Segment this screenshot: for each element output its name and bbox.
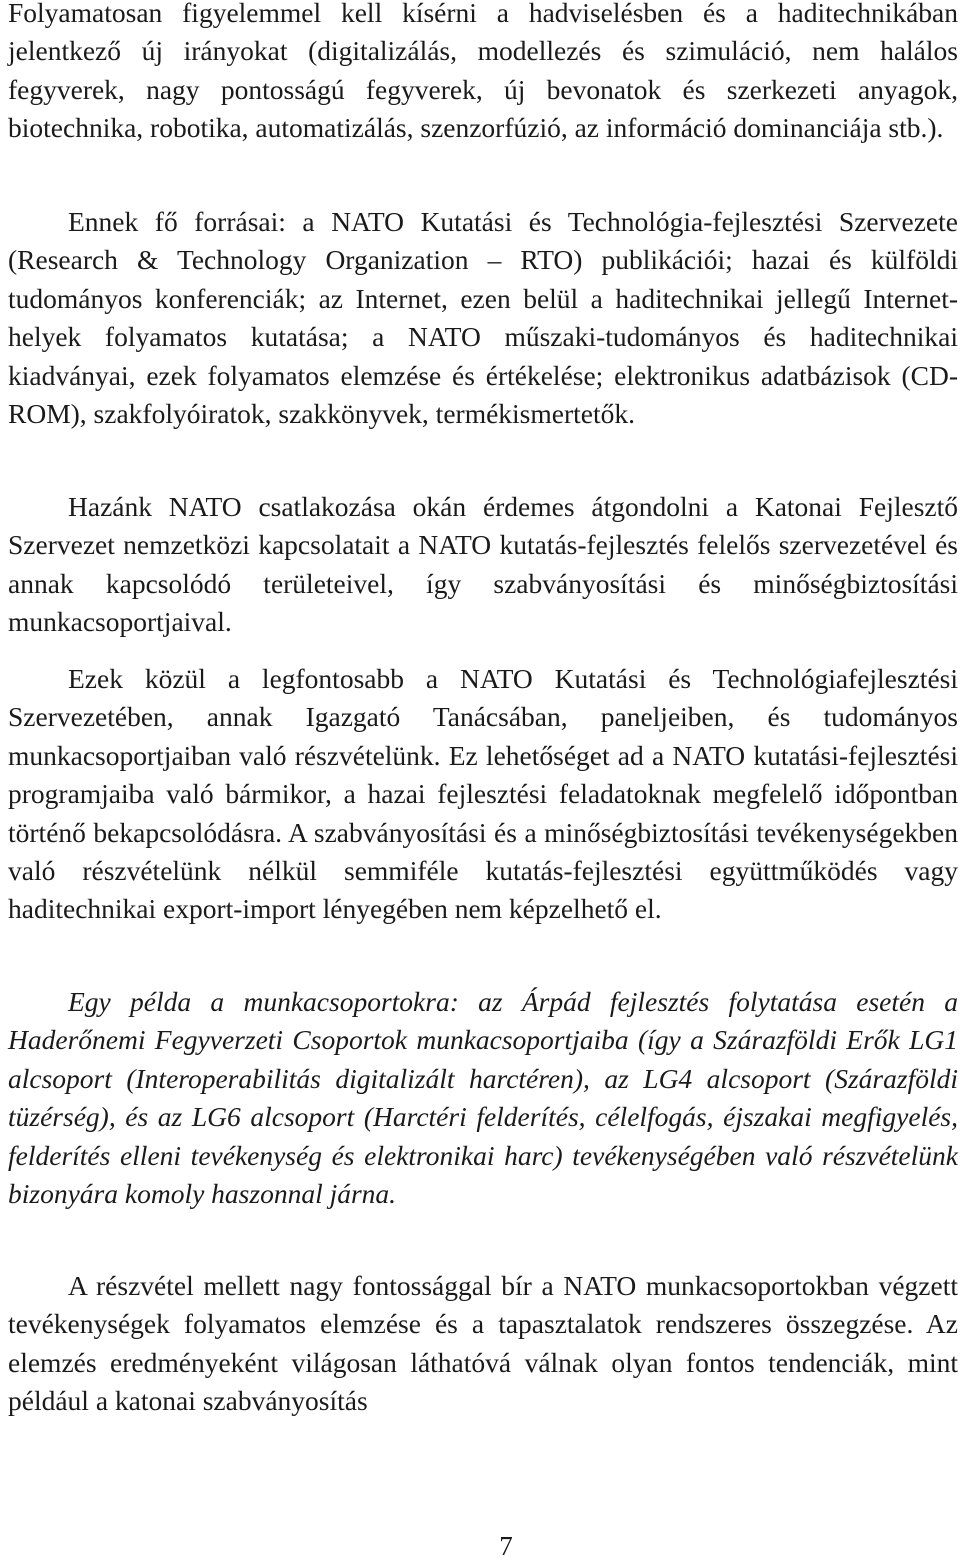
paragraph-working-group-example: Egy példa a munkacsoportokra: az Árpád fejlesztés folytatása esetén a Haderőnemi Fegyverzeti Csoportok munkacsoportjaiba (így a Szárazföldi Erők LG1 alcsoport (Interoperabilitás digitalizált harctéren), az LG4 alcsoport (Szárazföldi tüzérség), és az LG6 alcsoport (Harctéri felderítés, célelfogás, éjszakai megfigyelés, felderítés elleni tevékenység és elektronikai harc) tevékenységében való részvételünk bizonyára komoly haszonnal járna.: [8, 986, 958, 1210]
paragraph-rto-participation: Ezek közül a legfontosabb a NATO Kutatási és Technológiafejlesztési Szervezetében, annak Igazgató Tanácsában, paneljeiben, és tudományos munkacsoportjaiban való részvételünk. Ez lehetőséget ad a NATO kutatási-fejlesztési programjaiba való bármikor, a hazai fejlesztési feladatoknak megfelelő időpontban történő bekapcsolódásra. A szabványosítási és a minőségbiztosítási tevékenységekben való részvételünk nélkül semmiféle kutatás-fejlesztési együttműködés vagy haditechnikai export-import lényegében nem képzelhető el.: [8, 663, 958, 925]
paragraph-nato-accession: Hazánk NATO csatlakozása okán érdemes átgondolni a Katonai Fejlesztő Szervezet nemzetközi kapcsolatait a NATO kutatás-fejlesztés felelős szervezetével és annak kapcsolódó területeivel, így szabványosítási és minőségbiztosítási munkacsoportjaival.: [8, 491, 958, 638]
paragraph-new-directions: Folyamatosan figyelemmel kell kísérni a hadviselésben és a haditechnikában jelentkező új irányokat (digitalizálás, modellezés és szimuláció, nem halálos fegyverek, nagy pontosságú fegyverek, új bevonatok és szerkezeti anyagok, biotechnika, robotika, automatizálás, szenzorfúzió, az információ dominanciája stb.).: [8, 0, 958, 144]
page-number: 7: [499, 1531, 513, 1561]
paragraph-main-sources: Ennek fő forrásai: a NATO Kutatási és Technológia-fejlesztési Szervezete (Research & Technology Organization – RTO) publikációi; hazai és külföldi tudományos konferenciák; az Internet, ezen belül a haditechnikai jellegű Internet-helyek folyamatos kutatása; a NATO műszaki-tudományos és haditechnikai kiadványai, ezek folyamatos elemzése és értékelése; elektronikus adatbázisok (CD-ROM), szakfolyóiratok, szakkönyvek, termékismertetők.: [8, 206, 958, 430]
paragraph-analysis: A részvétel mellett nagy fontossággal bír a NATO munkacsoportokban végzett tevékenységek folyamatos elemzése és a tapasztalatok rendszeres összegzése. Az elemzés eredményeként világosan láthatóvá válnak olyan fontos tendenciák, mint például a katonai szabványosítás: [8, 1270, 958, 1417]
